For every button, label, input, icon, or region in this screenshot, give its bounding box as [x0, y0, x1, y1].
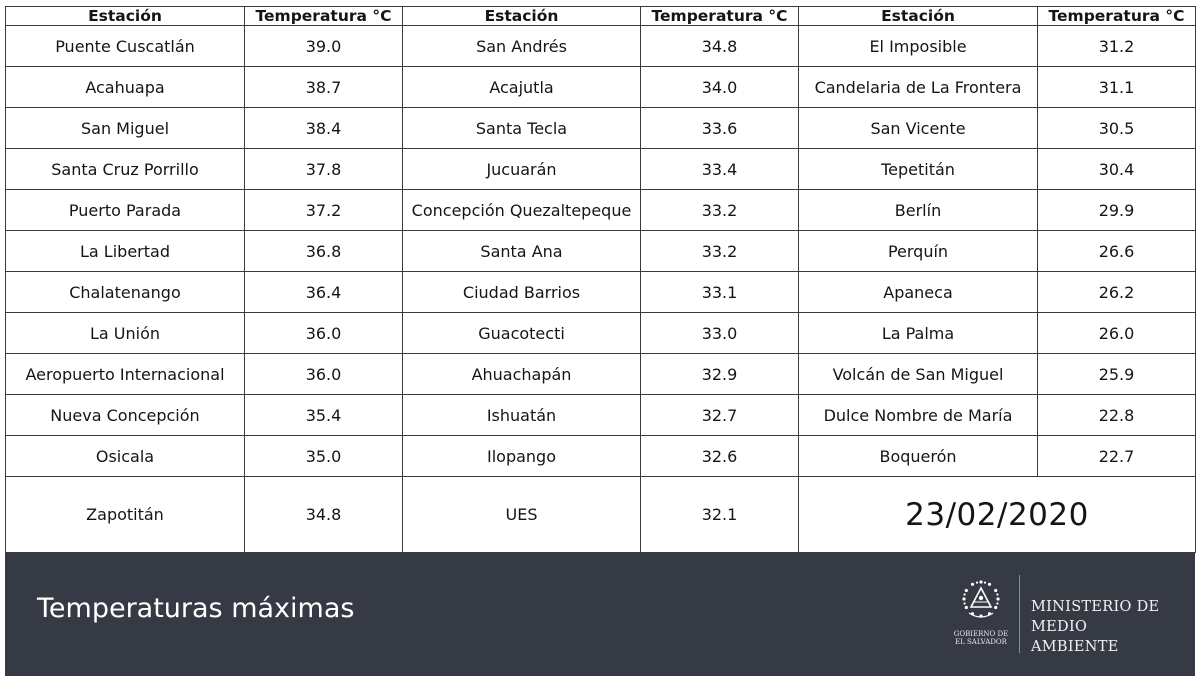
- station-name: Ahuachapán: [403, 354, 641, 395]
- footer-title: Temperaturas máximas: [37, 593, 355, 624]
- temperature-value: 32.7: [641, 395, 799, 436]
- ministry-name: [1031, 597, 1179, 657]
- report-date: 23/02/2020: [799, 477, 1196, 553]
- table-row: [6, 436, 1196, 477]
- temperature-value: 22.8: [1038, 395, 1196, 436]
- temperature-value: 29.9: [1038, 190, 1196, 231]
- temperature-value: 33.2: [641, 231, 799, 272]
- table-row: [6, 477, 1196, 553]
- temperature-value: 32.9: [641, 354, 799, 395]
- temperature-value: 35.4: [245, 395, 403, 436]
- temperature-table: [5, 6, 1196, 553]
- station-name: Volcán de San Miguel: [799, 354, 1038, 395]
- station-name: Santa Tecla: [403, 108, 641, 149]
- header-station-3: Estación: [799, 7, 1038, 26]
- station-name: Zapotitán: [6, 477, 245, 553]
- temperature-value: 32.1: [641, 477, 799, 553]
- station-name: San Vicente: [799, 108, 1038, 149]
- station-name: San Miguel: [6, 108, 245, 149]
- table-row: [6, 395, 1196, 436]
- station-name: Osicala: [6, 436, 245, 477]
- table-header-row: [6, 7, 1196, 26]
- temperature-value: 26.0: [1038, 313, 1196, 354]
- temperature-value: 34.8: [245, 477, 403, 553]
- temperature-value: 38.7: [245, 67, 403, 108]
- temperature-value: 26.2: [1038, 272, 1196, 313]
- station-name: Dulce Nombre de María: [799, 395, 1038, 436]
- temperature-value: 36.0: [245, 313, 403, 354]
- station-name: Concepción Quezaltepeque: [403, 190, 641, 231]
- temperature-value: 34.8: [641, 26, 799, 67]
- temperature-value: 32.6: [641, 436, 799, 477]
- table-row: [6, 26, 1196, 67]
- temperature-value: 33.0: [641, 313, 799, 354]
- station-name: Berlín: [799, 190, 1038, 231]
- temperature-value: 37.2: [245, 190, 403, 231]
- temperature-value: 34.0: [641, 67, 799, 108]
- station-name: UES: [403, 477, 641, 553]
- station-name: La Unión: [6, 313, 245, 354]
- station-name: Ishuatán: [403, 395, 641, 436]
- table-row: [6, 67, 1196, 108]
- station-name: San Andrés: [403, 26, 641, 67]
- temperature-value: 31.2: [1038, 26, 1196, 67]
- temperature-value: 33.1: [641, 272, 799, 313]
- station-name: Aeropuerto Internacional: [6, 354, 245, 395]
- table-row: [6, 190, 1196, 231]
- header-temperature-3: Temperatura °C: [1038, 7, 1196, 26]
- station-name: Puerto Parada: [6, 190, 245, 231]
- ministry-line-2: MEDIO AMBIENTE: [1031, 619, 1119, 655]
- temperature-value: 33.6: [641, 108, 799, 149]
- logo-divider: [1019, 575, 1020, 653]
- ministry-line-1: MINISTERIO DE: [1031, 599, 1160, 615]
- station-name: Ilopango: [403, 436, 641, 477]
- el-salvador-seal-icon: [949, 577, 1013, 633]
- temperature-value: 33.2: [641, 190, 799, 231]
- table-row: [6, 313, 1196, 354]
- temperature-value: 30.5: [1038, 108, 1196, 149]
- station-name: Chalatenango: [6, 272, 245, 313]
- temperature-value: 38.4: [245, 108, 403, 149]
- station-name: Santa Ana: [403, 231, 641, 272]
- table-row: [6, 272, 1196, 313]
- station-name: Nueva Concepción: [6, 395, 245, 436]
- station-name: Santa Cruz Porrillo: [6, 149, 245, 190]
- temperature-value: 26.6: [1038, 231, 1196, 272]
- temperature-value: 36.0: [245, 354, 403, 395]
- government-label: GOBIERNO DE EL SALVADOR: [953, 630, 1009, 646]
- footer-banner: [5, 553, 1195, 676]
- table-row: [6, 231, 1196, 272]
- temperature-value: 35.0: [245, 436, 403, 477]
- temperature-value: 22.7: [1038, 436, 1196, 477]
- station-name: Boquerón: [799, 436, 1038, 477]
- temperature-value: 36.4: [245, 272, 403, 313]
- station-name: Acajutla: [403, 67, 641, 108]
- temperature-value: 25.9: [1038, 354, 1196, 395]
- temperature-value: 39.0: [245, 26, 403, 67]
- temperature-value: 37.8: [245, 149, 403, 190]
- table-row: [6, 149, 1196, 190]
- station-name: Jucuarán: [403, 149, 641, 190]
- station-name: Tepetitán: [799, 149, 1038, 190]
- temperature-value: 30.4: [1038, 149, 1196, 190]
- temperature-value: 36.8: [245, 231, 403, 272]
- header-station-2: Estación: [403, 7, 641, 26]
- header-temperature-1: Temperatura °C: [245, 7, 403, 26]
- station-name: Guacotecti: [403, 313, 641, 354]
- ministry-logo: [949, 573, 1179, 657]
- station-name: El Imposible: [799, 26, 1038, 67]
- temperature-table-container: [5, 6, 1195, 553]
- station-name: Puente Cuscatlán: [6, 26, 245, 67]
- station-name: La Palma: [799, 313, 1038, 354]
- header-station-1: Estación: [6, 7, 245, 26]
- station-name: Ciudad Barrios: [403, 272, 641, 313]
- station-name: Perquín: [799, 231, 1038, 272]
- station-name: Apaneca: [799, 272, 1038, 313]
- table-row: [6, 108, 1196, 149]
- station-name: La Libertad: [6, 231, 245, 272]
- station-name: Candelaria de La Frontera: [799, 67, 1038, 108]
- header-temperature-2: Temperatura °C: [641, 7, 799, 26]
- station-name: Acahuapa: [6, 67, 245, 108]
- table-row: [6, 354, 1196, 395]
- temperature-value: 33.4: [641, 149, 799, 190]
- temperature-value: 31.1: [1038, 67, 1196, 108]
